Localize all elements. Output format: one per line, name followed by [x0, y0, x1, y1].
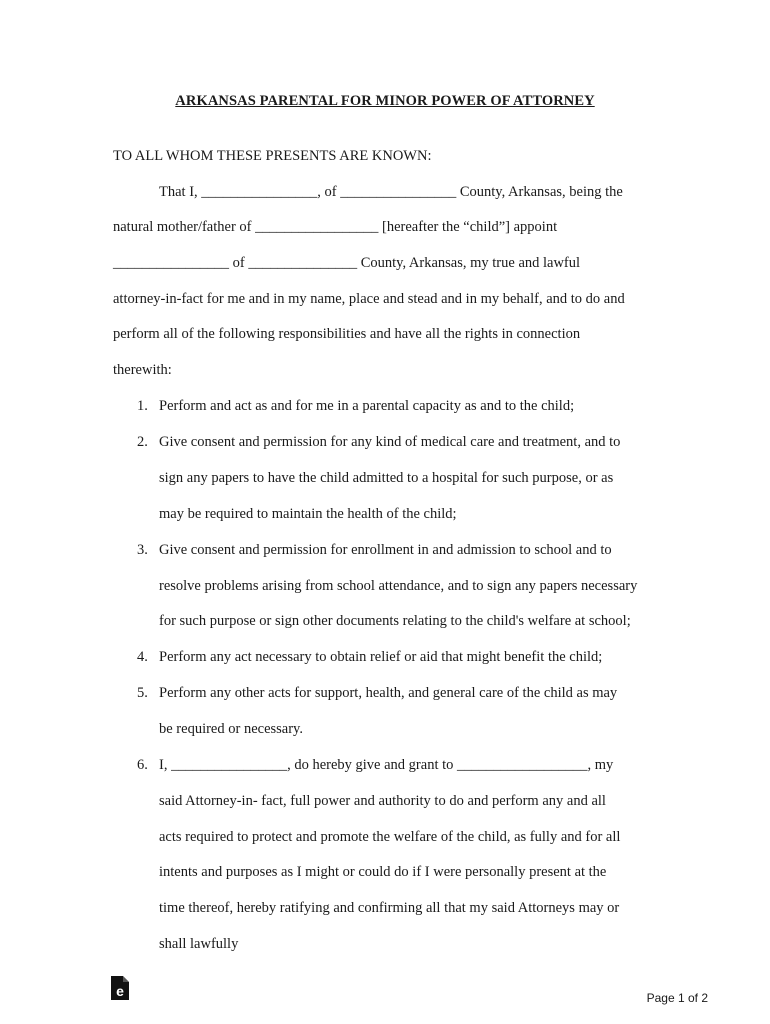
list-item-line: be required or necessary.: [159, 721, 303, 737]
svg-text:e: e: [116, 983, 124, 999]
intro-line: attorney-in-fact for me and in my name, place and stead and in my behalf, and to do and: [113, 291, 625, 307]
list-item-line: Perform any act necessary to obtain relief or aid that might benefit the child;: [159, 649, 603, 665]
list-item-line: time thereof, hereby ratifying and confirming all that my said Attorneys may or: [159, 900, 620, 916]
salutation: TO ALL WHOM THESE PRESENTS ARE KNOWN:: [113, 148, 432, 164]
intro-line: That I, ________________, of ________________ County, Arkansas, being the: [159, 184, 623, 200]
list-item-line: Give consent and permission for enrollment in and admission to school and to: [159, 542, 612, 558]
intro-line: therewith:: [113, 362, 172, 378]
list-item-line: resolve problems arising from school attendance, and to sign any papers necessary: [159, 578, 638, 594]
list-item-line: I, ________________, do hereby give and grant to __________________, my: [159, 757, 614, 773]
intro-line: ________________ of _______________ County, Arkansas, my true and lawful: [113, 255, 581, 271]
list-item-line: Perform any other acts for support, health, and general care of the child as may: [159, 685, 618, 701]
list-item-number: 3.: [137, 542, 148, 558]
list-item-number: 2.: [137, 434, 148, 450]
list-item-line: for such purpose or sign other documents relating to the child's welfare at school;: [159, 613, 631, 629]
list-item-number: 1.: [137, 398, 148, 414]
eforms-logo-icon: [111, 976, 129, 1000]
list-item-line: acts required to protect and promote the welfare of the child, as fully and for all: [159, 829, 621, 845]
list-item-line: may be required to maintain the health of the child;: [159, 506, 457, 522]
list-item-number: 6.: [137, 757, 148, 773]
list-item-number: 5.: [137, 685, 148, 701]
intro-line: natural mother/father of _________________ [hereafter the “child”] appoint: [113, 219, 558, 235]
list-item-line: Give consent and permission for any kind of medical care and treatment, and to: [159, 434, 621, 450]
list-item-line: shall lawfully: [159, 936, 239, 952]
intro-line: perform all of the following responsibilities and have all the rights in connection: [113, 326, 581, 342]
list-item-line: sign any papers to have the child admitted to a hospital for such purpose, or as: [159, 470, 614, 486]
list-item-line: said Attorney-in- fact, full power and authority to do and perform any and all: [159, 793, 606, 809]
list-item-line: Perform and act as and for me in a parental capacity as and to the child;: [159, 398, 575, 414]
list-item-line: intents and purposes as I might or could do if I were personally present at the: [159, 864, 607, 880]
document-title: ARKANSAS PARENTAL FOR MINOR POWER OF ATTORNEY: [175, 93, 595, 109]
page-number: Page 1 of 2: [646, 991, 708, 1005]
list-item-number: 4.: [137, 649, 148, 665]
